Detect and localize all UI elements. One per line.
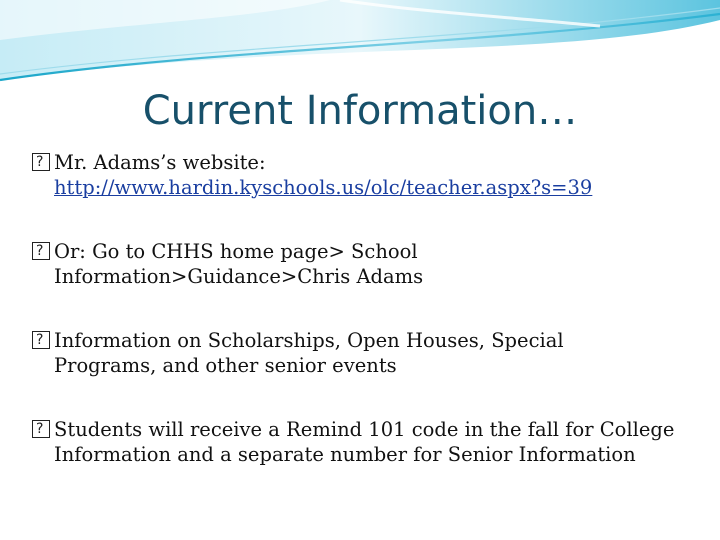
bullet-marker-icon xyxy=(32,331,50,349)
bullet-website xyxy=(32,150,712,200)
website-link[interactable]: http://www.hardin.kyschools.us/olc/teacher.aspx?s=39 xyxy=(54,176,593,199)
header-wave-decoration xyxy=(0,0,720,90)
bullet-remind xyxy=(32,417,712,467)
bullet-text: Programs, and other senior events xyxy=(54,354,397,377)
bullet-text: Information>Guidance>Chris Adams xyxy=(54,265,424,288)
bullet-text: Information and a separate number for Senior Information xyxy=(54,443,636,466)
bullet-text: Or: Go to CHHS home page> School xyxy=(54,240,418,263)
bullet-text: Students will receive a Remind 101 code in the fall for College xyxy=(54,418,675,441)
bullet-list xyxy=(32,150,712,506)
bullet-text: Information on Scholarships, Open Houses, Special xyxy=(54,329,564,352)
bullet-marker-icon xyxy=(32,153,50,171)
bullet-marker-icon xyxy=(32,420,50,438)
bullet-text: Mr. Adams’s website: xyxy=(54,151,266,174)
slide-title: Current Information… xyxy=(142,88,578,134)
bullet-scholarships xyxy=(32,328,712,378)
bullet-navigation xyxy=(32,239,712,289)
bullet-marker-icon xyxy=(32,242,50,260)
